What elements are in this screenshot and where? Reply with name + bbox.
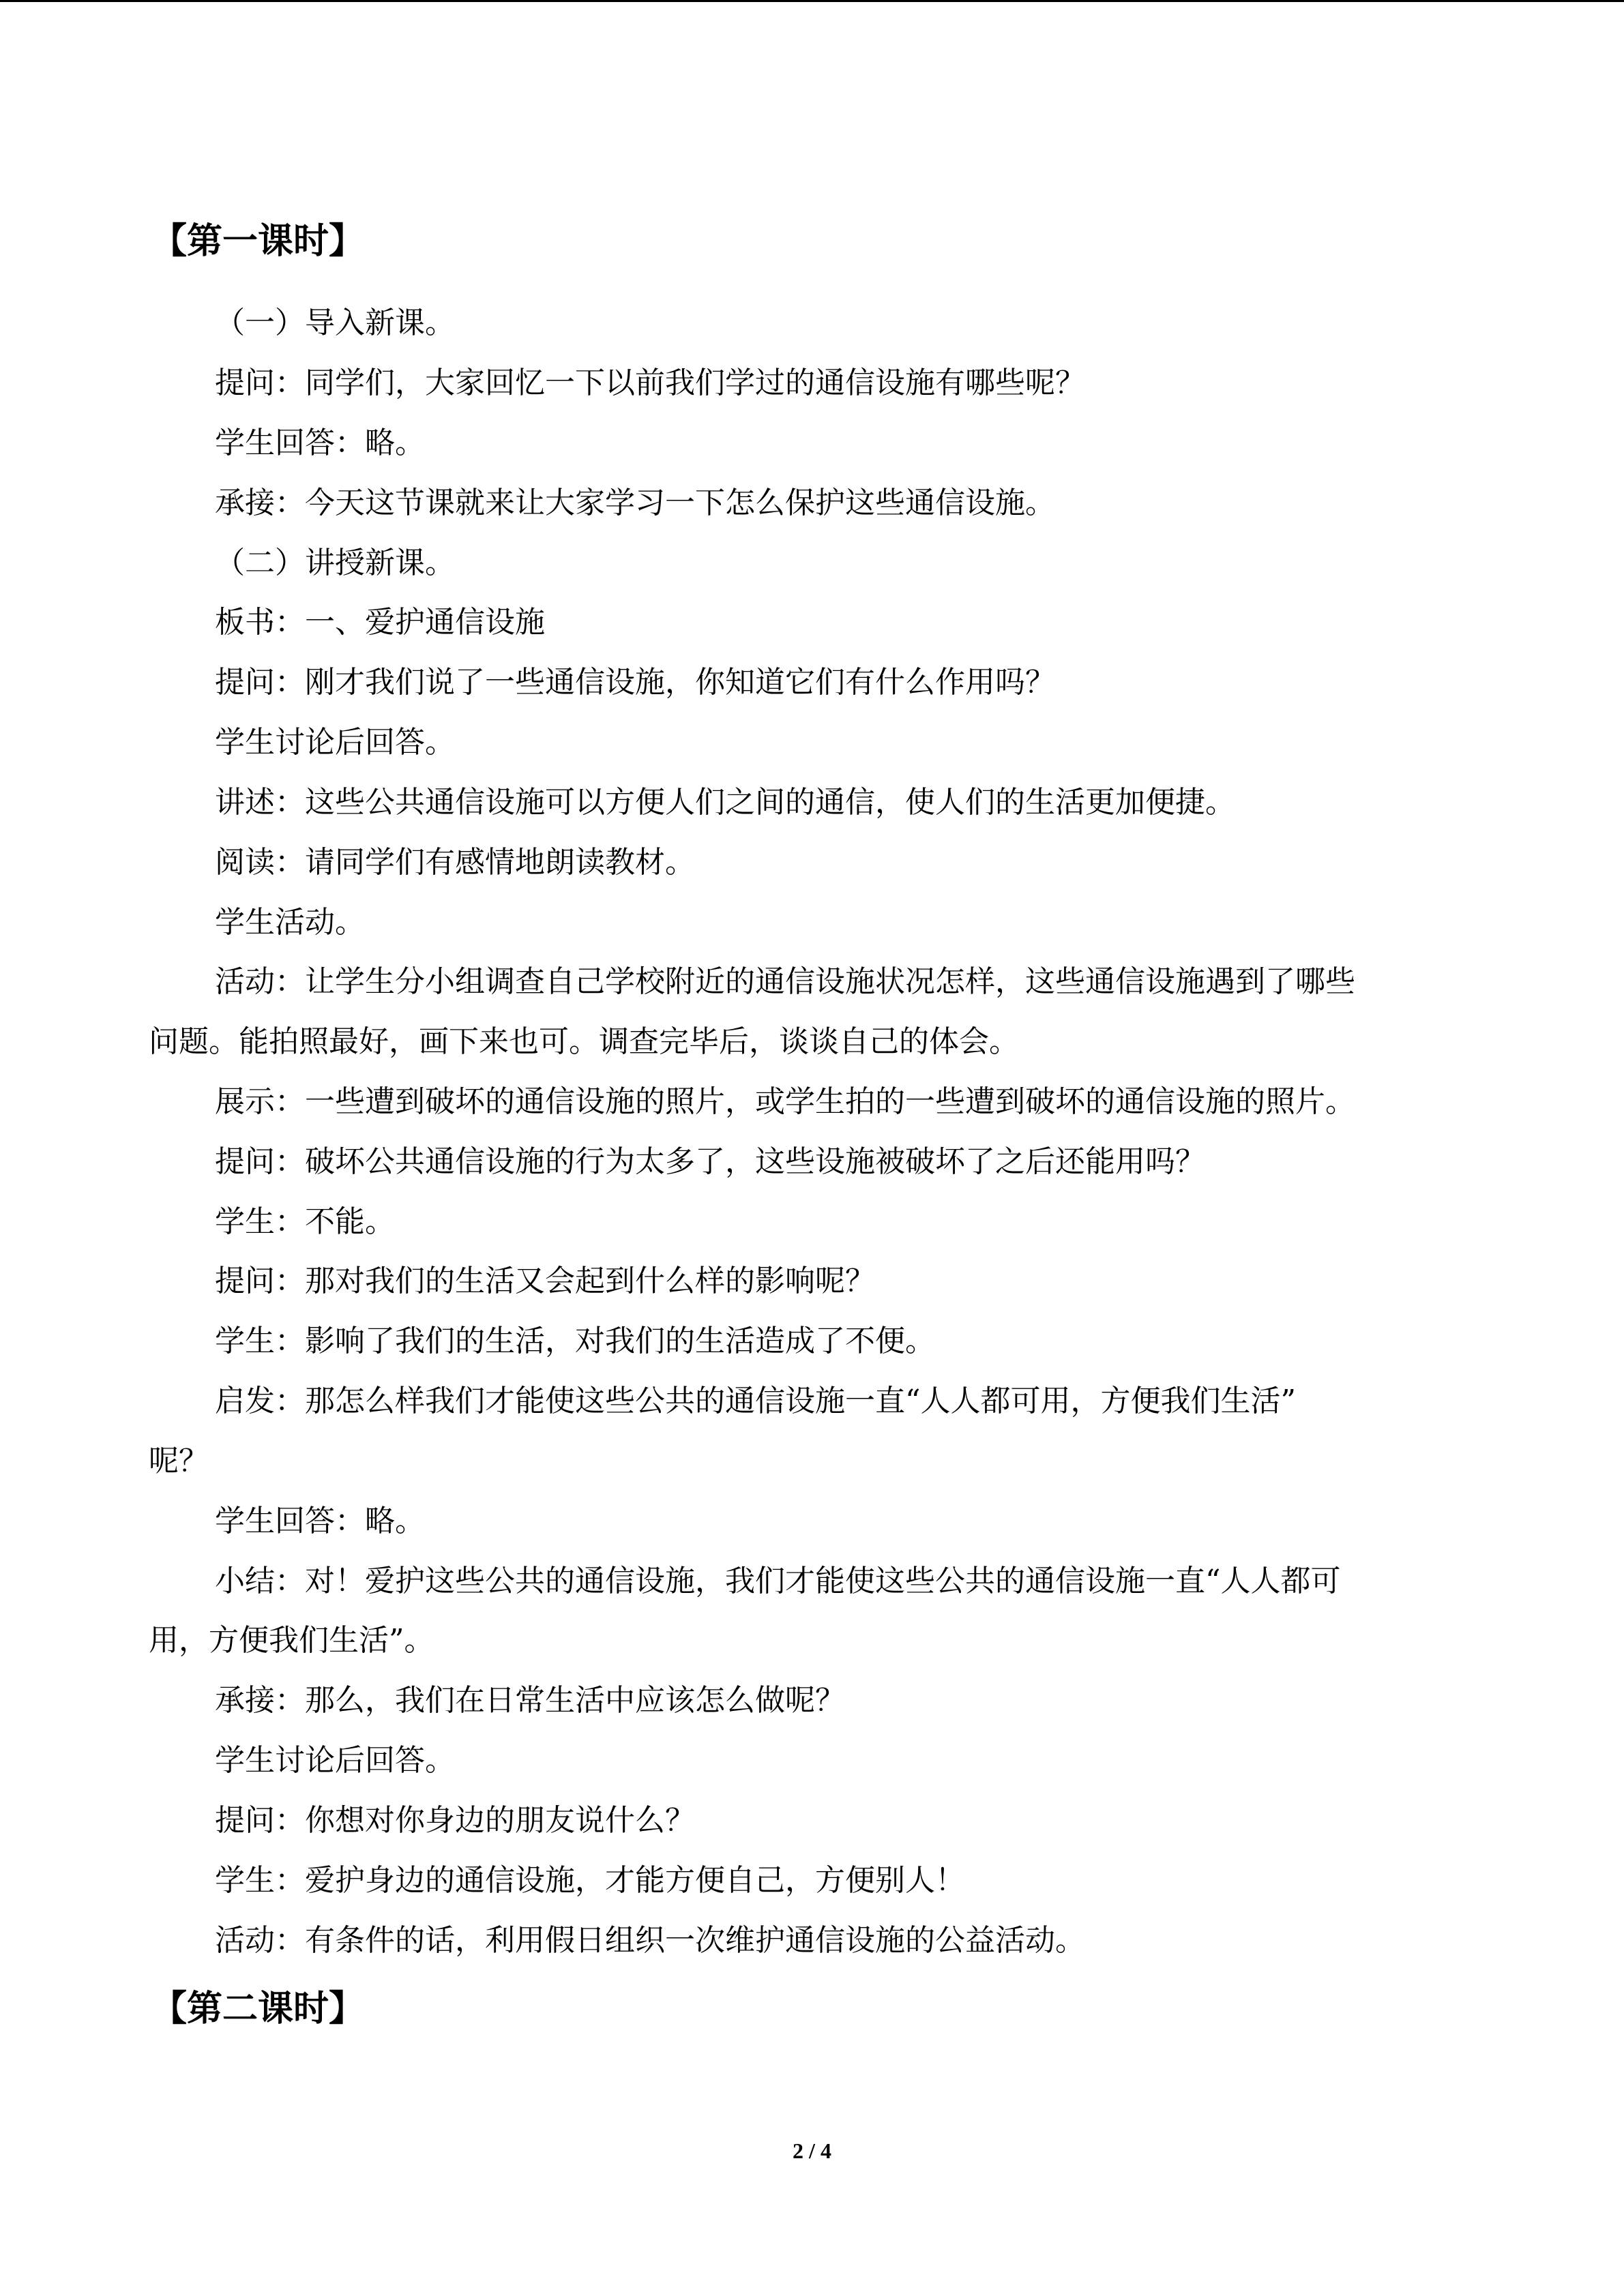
text-line: 学生：不能。 [215,1204,395,1239]
text-line: 学生讨论后回答。 [215,1743,455,1778]
text-line: 提问：同学们，大家回忆一下以前我们学过的通信设施有哪些呢？ [215,366,1085,400]
text-line: 学生活动。 [215,905,365,940]
text-line: 学生：影响了我们的生活，对我们的生活造成了不便。 [215,1324,935,1358]
text-line: 讲述：这些公共通信设施可以方便人们之间的通信，使人们的生活更加便捷。 [215,785,1235,820]
text-line: 承接：那么，我们在日常生活中应该怎么做呢？ [215,1683,845,1718]
text-line: 问题。能拍照最好，画下来也可。调查完毕后，谈谈自己的体会。 [149,1024,1019,1059]
text-line: 学生回答：略。 [215,1504,425,1538]
section-heading-second-lesson: 【第二课时】 [151,1988,365,2029]
text-line: 学生回答：略。 [215,426,425,460]
text-line: 阅读：请同学们有感情地朗读教材。 [215,845,695,880]
text-line: 提问：破坏公共通信设施的行为太多了，这些设施被破坏了之后还能用吗？ [215,1144,1205,1179]
text-line: 活动：让学生分小组调查自己学校附近的通信设施状况怎样，这些通信设施遇到了哪些 [215,964,1355,999]
text-line: 提问：你想对你身边的朋友说什么？ [215,1803,695,1838]
text-line: 活动：有条件的话，利用假日组织一次维护通信设施的公益活动。 [215,1923,1085,1958]
text-line: 展示：一些遭到破坏的通信设施的照片，或学生拍的一些遭到破坏的通信设施的照片。 [215,1084,1355,1119]
text-line: 启发：那怎么样我们才能使这些公共的通信设施一直“人人都可用，方便我们生活” [215,1384,1296,1418]
text-line: 学生讨论后回答。 [215,725,455,760]
section-heading-first-lesson: 【第一课时】 [151,221,365,262]
text-line: 承接：今天这节课就来让大家学习一下怎么保护这些通信设施。 [215,486,1055,520]
text-line: 提问：那对我们的生活又会起到什么样的影响呢？ [215,1264,875,1298]
text-line: 用，方便我们生活”。 [149,1623,434,1658]
page-number: 2 / 4 [793,2138,831,2163]
text-line: 提问：刚才我们说了一些通信设施，你知道它们有什么作用吗？ [215,665,1055,700]
text-line: 学生：爱护身边的通信设施，才能方便自己，方便别人！ [215,1863,965,1898]
text-line: 板书：一、爱护通信设施 [215,605,545,640]
text-line: （二）讲授新课。 [215,546,455,580]
text-line: 呢？ [149,1444,209,1478]
top-border-rule [0,0,1624,2]
text-line: 小结：对！爱护这些公共的通信设施，我们才能使这些公共的通信设施一直“人人都可 [215,1564,1341,1598]
text-line: （一）导入新课。 [215,305,455,340]
